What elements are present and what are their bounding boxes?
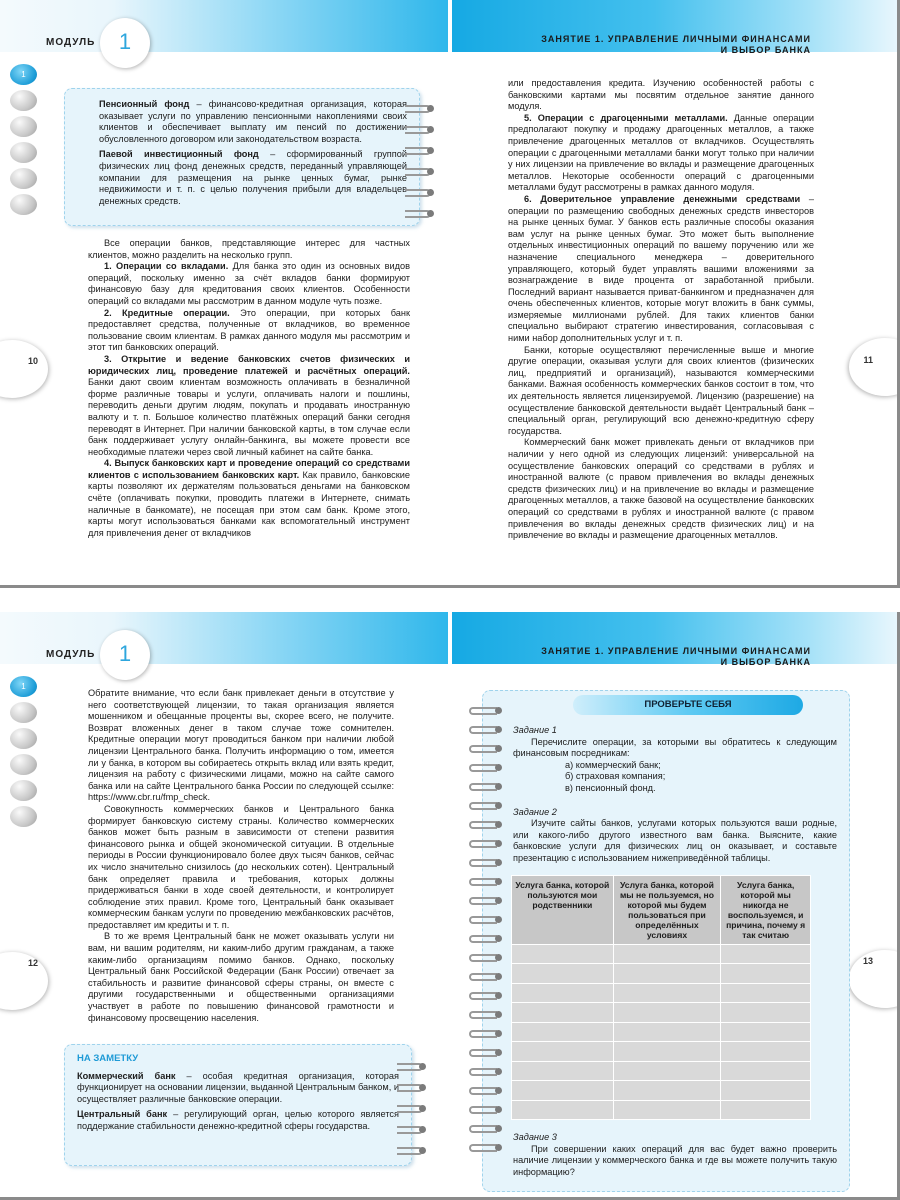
page-number-right: 13: [862, 956, 873, 966]
paragraph-text: Для банка это один из основных видов операций, поскольку именно за счёт вкладов банки формируют финансовую базу для кредитования своих клиентов. Особенности операций со вкладами мы рассмотрим в данном модуле чуть позже.: [88, 261, 410, 306]
note-definition-1: [77, 1071, 399, 1106]
note-definition-1: [99, 99, 407, 145]
task-1-text: Перечислите операции, за которыми вы обратитесь к следующим финансовым посредникам:: [513, 736, 837, 759]
services-table: [511, 875, 811, 1121]
table-cell: [512, 1081, 614, 1101]
definition-note: [64, 88, 420, 226]
table-row: [512, 1100, 811, 1120]
table-row: [512, 983, 811, 1003]
paragraph-heading: 4. Выпуск банковских карт и проведение операций со средствами клиентов с использованием банковских карт.: [88, 458, 410, 480]
note-term: Пенсионный фонд: [99, 99, 190, 109]
note-spiral: [397, 1063, 423, 1168]
binder-ring: [10, 754, 37, 775]
note-definition-2: [99, 149, 407, 207]
page-tab-right: [849, 338, 900, 396]
page-tab-left: [0, 952, 48, 1010]
self-check-title: ПРОВЕРЬТЕ СЕБЯ: [573, 695, 803, 715]
binder-ring-active: 1: [10, 676, 37, 697]
paragraph: Коммерческий банк может привлекать деньги от вкладчиков при наличии у него одной из следующих лицензий: универсальной на осуществление банковских операций со средствами в рублях и иностранной валюте (с правом привлечения во вклады денежных средств физических лиц) и на привлечение во вклады и размещение драгоценных металлов, а также базовой на осуществление банковских операций со средствами в рублях и иностранной валюте (с правом привлечения во вклады денежных средств физических лиц) и на привлечение во вклады и размещение драгоценных металлов.: [508, 437, 814, 541]
paragraph: или предоставления кредита. Изучению особенностей работы с банковскими картами мы посвятим отдельное занятие данного модуля.: [508, 78, 814, 112]
note-definition-text: – сформированный группой физических лиц фонд денежных средств, переданный управляющей компании для размещения на рынке ценных бумаг, рынке недвижимости и т. п. с целью получения прибыли для владельцев денежных средств.: [99, 149, 407, 206]
paragraph: В то же время Центральный банк не может оказывать услуги ни вам, ни вашим родителям, ни каким-либо другим гражданам, а также каким-либо организациям помимо банков. Однако, поскольку Центральный банк Российской Федерации (Банк России) отвечает за стабильность и развитие финансовой сферы страны, он вместе с другими государственными и общественными организациями участвует в работе по повышению финансовой грамотности и финансовому просвещению населения.: [88, 931, 394, 1023]
table-header-row: [512, 875, 811, 944]
paragraph-heading: 2. Кредитные операции.: [104, 307, 230, 318]
note-box: [64, 1044, 412, 1166]
table-cell: [613, 1042, 721, 1062]
lesson-title-line1: ЗАНЯТИЕ 1. УПРАВЛЕНИЕ ЛИЧНЫМИ ФИНАНСАМИ: [541, 34, 811, 44]
paragraph: [88, 308, 410, 354]
paragraph-heading: 6. Доверительное управление денежными средствами: [524, 193, 801, 204]
paragraph-text: Банки дают своим клиентам возможность оплачивать в безналичной форме различные товары и услуги, оплачивать налоги и пошлины, переводить деньги другим людям, покупать и продавать иностранную валюту и т. п. Большое количество платёжных операций банки сегодня переводят в Интернет. При наличии банковской карты, в том случае если банк поддерживает услугу онлайн-банкинга, вы можете провести все необходимые платежи через свой личный кабинет на сайте банка.: [88, 377, 410, 457]
task-2-title: Задание 2: [513, 806, 557, 817]
table-cell: [721, 1003, 811, 1023]
page-11-body: [508, 78, 814, 542]
paragraph: [88, 261, 410, 307]
binder-ring: [10, 806, 37, 827]
table-header-cell: Услуга банка, которой мы не пользуемся, но которой мы будем пользоваться при определённых условиях: [613, 875, 721, 944]
panel-spiral: [469, 707, 497, 1163]
paragraph: [508, 113, 814, 194]
task-3-text: При совершении каких операций для вас будет важно проверить наличие лицензии у коммерческого банка и где вы можете получить такую информацию?: [513, 1143, 837, 1177]
task-option: в) пенсионный фонд.: [565, 782, 656, 793]
binder-ring: [10, 168, 37, 189]
lesson-title-line2: И ВЫБОР БАНКА: [720, 657, 811, 667]
table-row: [512, 944, 811, 964]
table-row: [512, 1022, 811, 1042]
table-cell: [512, 1042, 614, 1062]
module-number-badge: 1: [100, 18, 150, 68]
binder-ring: [10, 194, 37, 215]
table-cell: [613, 1100, 721, 1120]
paragraph: Обратите внимание, что если банк привлекает деньги в отсутствие у него соответствующей лицензии, то такая организация является мошенником и обещанные проценты вы, скорее всего, не получите. Возврат вложенных денег в таком случае тоже сомнителен. Кредитные операции могут проводиться банком при наличии любой лицензии Центрального банка. Получить информацию о том, имеется ли у банка, в котором вы собираетесь открыть вклад или взять кредит, лицензия на работу с физическими лицами, можно на сайте самого банка или на сайте Центрального банка России по следующей ссылке: https://www.cbr.ru/fmp_check.: [88, 688, 394, 803]
page-tab-right: [849, 950, 900, 1008]
task-option: б) страховая компания;: [565, 771, 666, 782]
paragraph-heading: 5. Операции с драгоценными металлами.: [524, 112, 728, 123]
note-term: Центральный банк: [77, 1109, 168, 1120]
task-2-text: Изучите сайты банков, услугами которых пользуются ваши родные, или какого-либо другого известного вам банка. Выясните, какие банковские услуги для физических лиц он оказывает, и составьте презентацию с использованием нижеприведённой таблицы.: [513, 818, 837, 863]
table-cell: [613, 1061, 721, 1081]
table-cell: [512, 1022, 614, 1042]
table-cell: [613, 1081, 721, 1101]
table-cell: [721, 1061, 811, 1081]
binder-ring: [10, 780, 37, 801]
lesson-title-line2: И ВЫБОР БАНКА: [720, 45, 811, 55]
table-row: [512, 1042, 811, 1062]
binder-rings: [10, 676, 40, 832]
note-term: Коммерческий банк: [77, 1070, 176, 1081]
paragraph: Совокупность коммерческих банков и Центрального банка формирует банковскую систему страны. Количество коммерческих банков может быть разным в зависимости от степени развития финансового рынка и общей экономической ситуации. В отдельные периоды в России функционировало более двух тысяч банков, сейчас их число значительно снизилось (до нескольких сотен). Центральный банк определяет правила и требования, которых должны придерживаться банки в ходе своей деятельности, и контролирует соблюдение этих правил. Кроме того, Центральный банк оказывает коммерческим банкам услуги по проведению межбанковских расчётов, предоставляет им кредиты и т. п.: [88, 803, 394, 930]
self-check-panel: [482, 690, 850, 1192]
note-term: Паевой инвестиционный фонд: [99, 149, 259, 160]
spread-pages-10-11: [0, 0, 900, 588]
note-definition-text: – особая кредитная организация, которая функционирует на основании лицензии, выданной Центральным банком, и осуществляет различные банковские операции.: [77, 1070, 399, 1104]
page-10-body: [88, 238, 410, 539]
binder-ring: [10, 728, 37, 749]
note-definition-text: – регулирующий орган, целью которого является поддержание стабильности денежно-кредитной сферы государства.: [77, 1109, 400, 1131]
table-row: [512, 964, 811, 984]
table-header-cell: Услуга банка, которой пользуются мои родственники: [512, 875, 614, 944]
note-definition-2: [77, 1109, 399, 1132]
table-header-cell: Услуга банка, которой мы никогда не воспользуемся, и причина, почему я так считаю: [721, 875, 811, 944]
binder-ring-active: 1: [10, 64, 37, 85]
paragraph-heading: 3. Открытие и ведение банковских счетов физических и юридических лиц, проведение платежей и расчётных операций.: [88, 353, 410, 376]
binder-ring: [10, 702, 37, 723]
table-cell: [512, 1100, 614, 1120]
table-cell: [721, 944, 811, 964]
task-3-title: Задание 3: [513, 1132, 557, 1143]
table-cell: [721, 964, 811, 984]
binder-ring: [10, 142, 37, 163]
paragraph-text: Данные операции предполагают покупку и продажу драгоценных металлов, а также привлечение драгоценных металлов от вкладчиков. Осуществлять операции с драгоценными металлами банки могут только при наличии у них лицензии на привлечение во вклады и размещение драгоценных металлов. Некоторые особенности операций с драгоценными металлами будут рассмотрены в рамках данного модуля.: [508, 112, 814, 193]
table-cell: [512, 1061, 614, 1081]
module-number-badge: 1: [100, 630, 150, 680]
table-cell: [721, 983, 811, 1003]
paragraph: [88, 354, 410, 458]
table-cell: [721, 1100, 811, 1120]
paragraph: Банки, которые осуществляют перечисленные выше и многие другие операции, оказывая услуги для своих клиентов (физических лиц, предприятий и организаций), называются коммерческими банками. Важная особенность коммерческих банков состоит в том, что их деятельность является лицензируемой. Лицензию (разрешение) на осуществление банковской деятельности выдаёт Центральный банк – специальный орган, регулирующий всю денежно-кредитную сферу государства.: [508, 344, 814, 436]
table-row: [512, 1003, 811, 1023]
page-tab-left: [0, 340, 48, 398]
paragraph: Все операции банков, представляющие интерес для частных клиентов, можно разделить на несколько групп.: [88, 238, 410, 260]
note-spiral: [405, 105, 431, 231]
binder-ring: [10, 90, 37, 111]
paragraph: [88, 458, 410, 539]
table-cell: [721, 1022, 811, 1042]
table-cell: [613, 1003, 721, 1023]
paragraph-text: – операции по размещению свободных денежных средств инвесторов на рынке ценных бумаг. У банков есть различные способы оказания вам услуг на рынке ценных бумаг. Это может быть выполнение отдельных инвестиционных операций по вашему поручению или же назначение специального менеджера – доверительного управляющего, который будет управлять вашими вложениями за вознаграждение в виде процента от заработанной прибыли. Последний вариант называется приват-банкингом и предназначен для очень обеспеченных клиентов, которые могут вложить в банк суммы, измеряемые миллионами рублей. Для таких клиентов банки специально выбирают стратегию инвестирования, согласовывая с ними набор дополнительных услуг и т. п.: [508, 193, 814, 344]
page-12-body: [88, 688, 394, 1024]
lesson-title-line1: ЗАНЯТИЕ 1. УПРАВЛЕНИЕ ЛИЧНЫМИ ФИНАНСАМИ: [541, 646, 811, 656]
binder-rings: [10, 64, 40, 220]
table-cell: [721, 1081, 811, 1101]
table-cell: [512, 944, 614, 964]
table-cell: [512, 1003, 614, 1023]
page-number-left: 12: [28, 958, 39, 968]
table-row: [512, 1061, 811, 1081]
note-definition-text: – финансово-кредитная организация, которая оказывает услуги по управлению пенсионными накоплениями своих клиентов и обеспечивает выплату им пенсий по достижении обусловленного договором или законодательством возраста.: [99, 99, 407, 144]
table-cell: [613, 983, 721, 1003]
table-cell: [613, 1022, 721, 1042]
module-label: МОДУЛЬ: [46, 649, 96, 660]
binder-ring: [10, 116, 37, 137]
lesson-title: [541, 34, 811, 56]
page-number-right: 11: [863, 355, 873, 365]
paragraph-text: Это операции, при которых банк предоставляет средства, полученные от вкладчиков, во временное пользование своим клиентам. В рамках данного модуля мы рассмотрим и этот тип банковских операций.: [88, 307, 410, 353]
paragraph: [508, 194, 814, 345]
table-cell: [613, 964, 721, 984]
lesson-title: [541, 646, 811, 668]
table-cell: [721, 1042, 811, 1062]
table-row: [512, 1081, 811, 1101]
table-cell: [613, 944, 721, 964]
page-number-left: 10: [28, 356, 39, 366]
note-title: НА ЗАМЕТКУ: [77, 1053, 139, 1064]
task-1-options: [513, 760, 837, 795]
paragraph-text: Как правило, банковские карты позволяют их держателям пользоваться деньгами на банковском счёте (оплачивать покупки, проводить платежи в Интернете, снимать наличные в банкомате), не посещая при этом сам банк. Кроме этого, карты могут использоваться банками как вспомогательный инструмент для привлечения денег от вкладчиков: [88, 469, 410, 538]
task-option: а) коммерческий банк;: [565, 759, 661, 770]
table-cell: [512, 964, 614, 984]
table-cell: [512, 983, 614, 1003]
paragraph-heading: 1. Операции со вкладами.: [104, 261, 229, 272]
task-1-title: Задание 1: [513, 725, 557, 735]
module-label: МОДУЛЬ: [46, 37, 96, 48]
spread-pages-12-13: [0, 612, 900, 1200]
